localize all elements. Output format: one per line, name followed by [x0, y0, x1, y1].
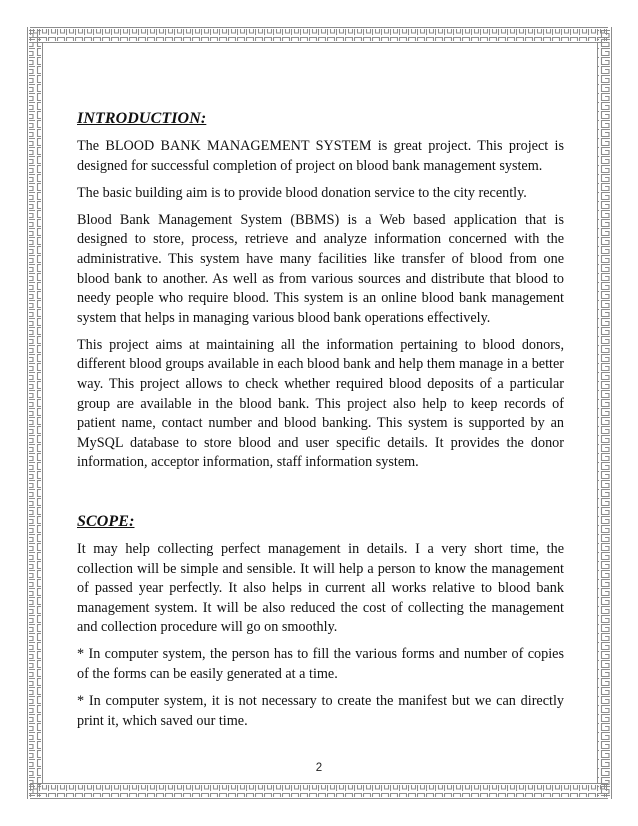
scope-paragraph-2: * In computer system, the person has to fill the various forms and number of copies of the forms can be easily generated at a time. [77, 646, 564, 683]
scope-paragraph-3: * In computer system, it is not necessary to create the manifest but we can directly print it, which saved our time. [77, 693, 564, 729]
scope-heading: SCOPE: [77, 513, 135, 530]
scope-paragraph-1: It may help collecting perfect management in details. I a very short time, the collection will be simple and sensible. It will help a person to know the management of passed year perfectly. It also helps in current all works relative to blood bank management system. It will be also reduced the cost of collecting the management and collection procedure will go on smoothly. [77, 541, 564, 636]
intro-paragraph-3: Blood Bank Management System (BBMS) is a Web based application that is designed to store, process, retrieve and analyze information concerned with the administrative. This system have many facilities like transfer of blood from one blood bank to another. As well as from various sources and distribute that blood to needy people who require blood. This system is an online blood bank management system that helps in managing various blood bank operations effectively. [77, 211, 564, 326]
document-body [77, 110, 564, 739]
intro-paragraph-4: This project aims at maintaining all the information pertaining to blood donors, different blood groups available in each blood bank and help them manage in a better way. This project allows to check whether required blood deposits of a particular group are available in the blood bank. This project also help to keep records of patient name, contact number and blood banking. This system is supported by an MySQL database to store blood and user specific details. It provides the donor information, acceptor information, staff information system. [77, 336, 564, 471]
intro-paragraph-1: The BLOOD BANK MANAGEMENT SYSTEM is great project. This project is designed for successful completion of project on blood bank management system. [77, 138, 564, 174]
intro-paragraph-2: The basic building aim is to provide blood donation service to the city recently. [77, 184, 527, 201]
page-number: 2 [315, 762, 323, 774]
introduction-heading: INTRODUCTION: [77, 110, 207, 127]
